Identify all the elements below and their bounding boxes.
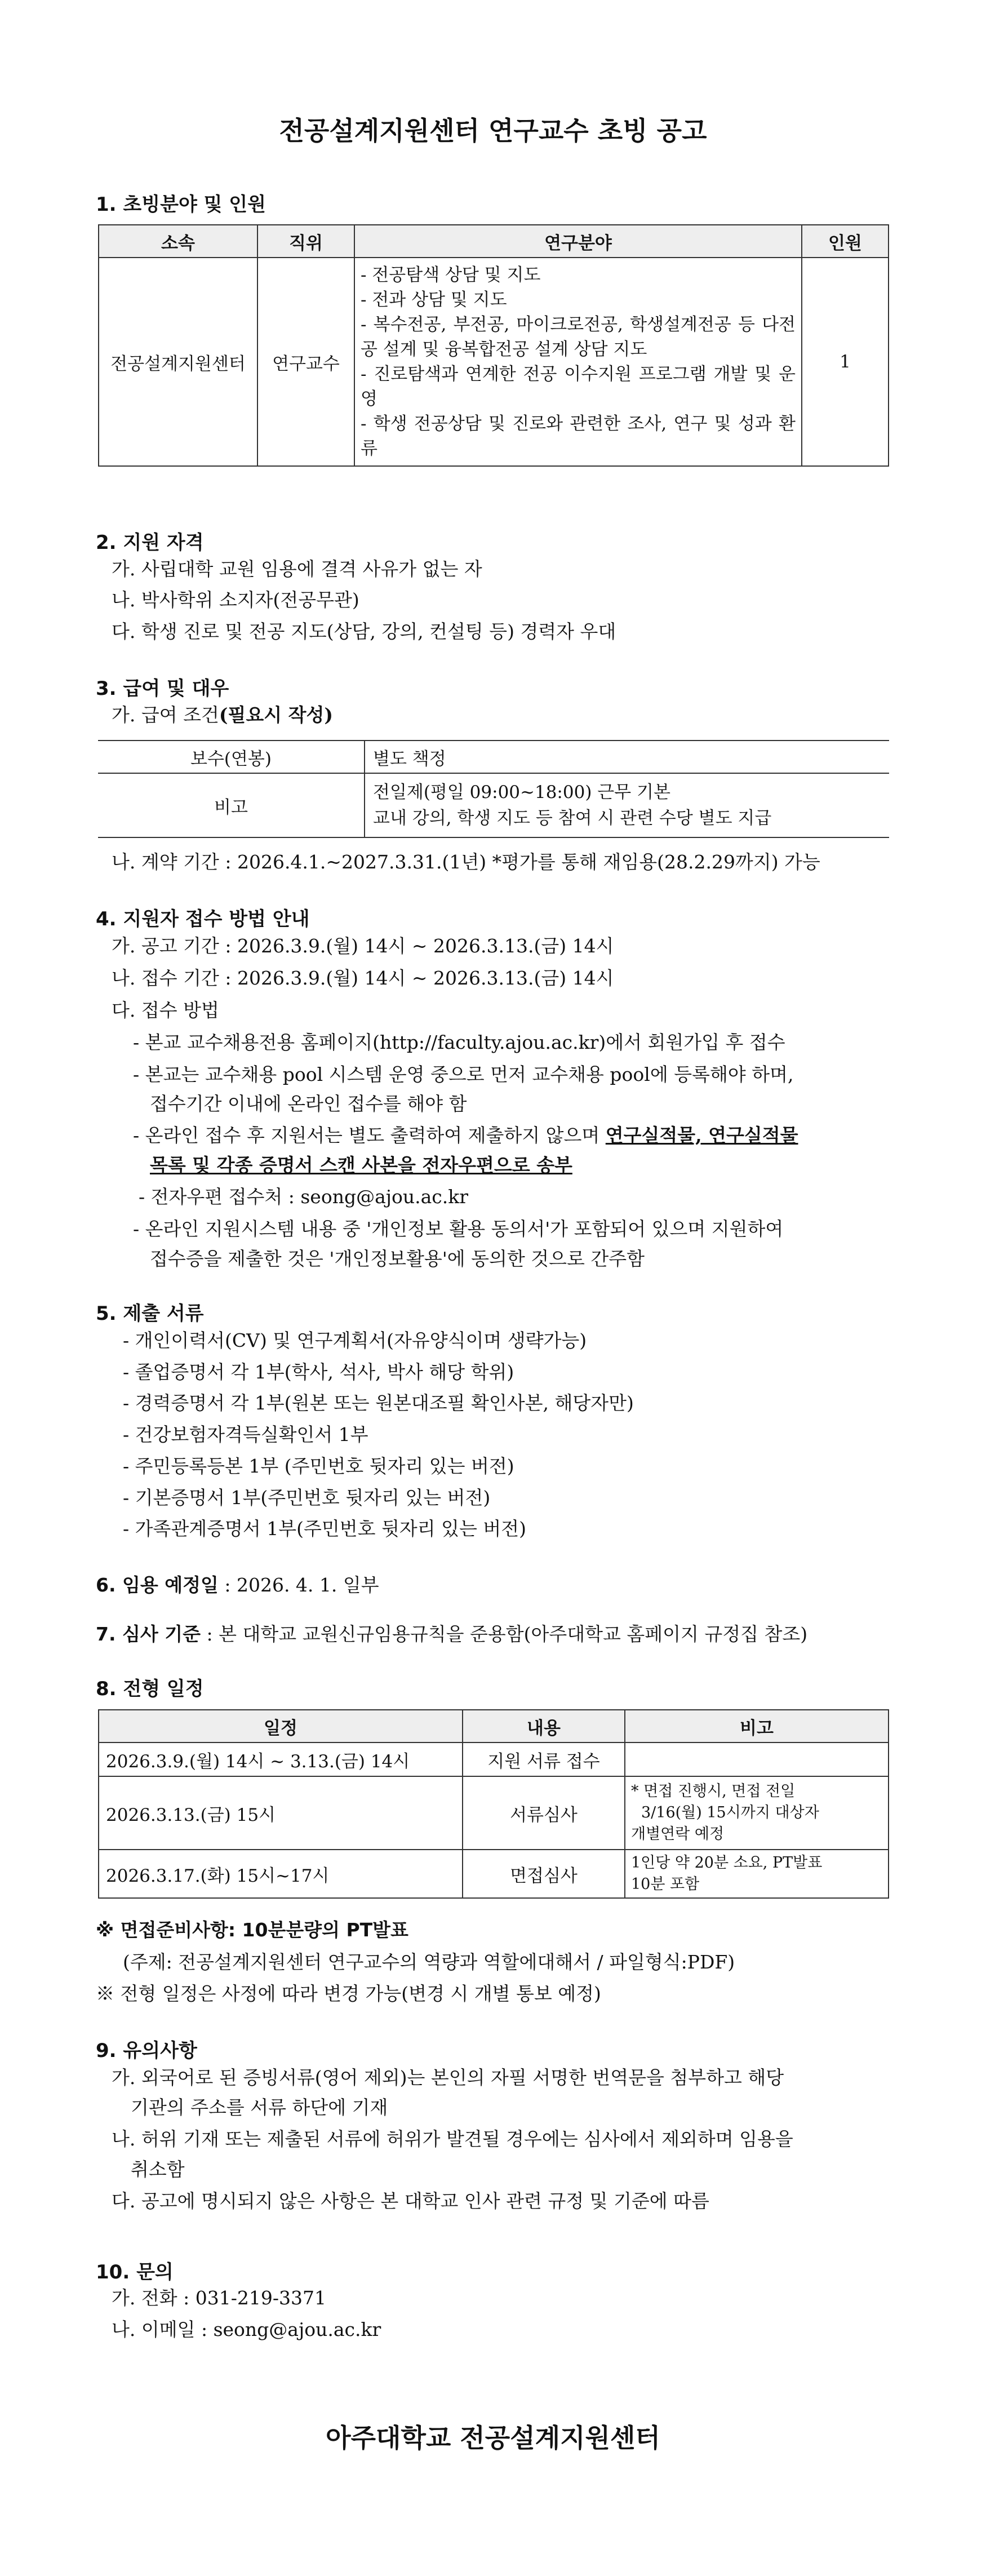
- method-item: - 온라인 지원시스템 내용 중 '개인정보 활용 동의서'가 포함되어 있으며 지원하여: [133, 1218, 784, 1240]
- section-9-heading: 9. 유의사항: [96, 2039, 197, 2062]
- note-line: 3/16(월) 15시까지 대상자: [641, 1804, 819, 1821]
- section-4-heading: 4. 지원자 접수 방법 안내: [96, 908, 310, 930]
- research-item: - 진로탐색과 연계한 전공 이수지원 프로그램 개발 및 운영: [361, 364, 796, 409]
- research-item: - 전과 상담 및 지도: [361, 290, 507, 310]
- section-7-heading: 7. 심사 기준: [96, 1623, 201, 1645]
- review-criteria: [96, 1622, 807, 1647]
- caution-item: 다. 공고에 명시되지 않은 사항은 본 대학교 인사 관련 규정 및 기준에 따름: [112, 2190, 709, 2212]
- pay-value-cell: 별도 책정: [365, 741, 889, 773]
- content-cell: 면접심사: [463, 1850, 625, 1898]
- appointment-date: [96, 1573, 379, 1598]
- note-cell: [625, 1743, 889, 1776]
- section-8-heading: 8. 전형 일정: [96, 1678, 204, 1700]
- recruit-field-table: [98, 224, 889, 467]
- table-header-row: [99, 1710, 889, 1743]
- schedule-table: [98, 1709, 889, 1899]
- method-item: - 본교 교수채용전용 홈페이지(http://faculty.ajou.ac.kr)에서 회원가입 후 접수: [133, 1031, 785, 1053]
- table-row: [99, 258, 889, 466]
- note-cell: [625, 1776, 889, 1850]
- qualification-item: 나. 박사학위 소지자(전공무관): [112, 589, 359, 611]
- header-position: 직위: [257, 225, 354, 258]
- notice-period: 가. 공고 기간 : 2026.3.9.(월) 14시 ~ 2026.3.13.(금) 14시: [112, 935, 614, 957]
- date-cell: 2026.3.13.(금) 15시: [99, 1776, 463, 1850]
- section-3-heading: 3. 급여 및 대우: [96, 677, 229, 700]
- page-title: 전공설계지원센터 연구교수 초빙 공고: [279, 116, 707, 146]
- content-cell: 서류심사: [463, 1776, 625, 1850]
- contact-phone: 가. 전화 : 031-219-3371: [112, 2287, 326, 2309]
- interview-prep: ※ 면접준비사항: 10분분량의 PT발표: [96, 1919, 408, 1941]
- issuer-name: 아주대학교 전공설계지원센터: [326, 2423, 660, 2453]
- method-item-cont: 접수증을 제출한 것은 '개인정보활용'에 동의한 것으로 간주함: [150, 1248, 645, 1270]
- document-item: - 개인이력서(CV) 및 연구계획서(자유양식이며 생략가능): [123, 1329, 587, 1351]
- note-line: 개별연락 예정: [631, 1825, 725, 1843]
- content-cell: 지원 서류 접수: [463, 1743, 625, 1776]
- note-line: 전일제(평일 09:00~18:00) 근무 기본: [373, 782, 670, 802]
- document-item: - 경력증명서 각 1부(원본 또는 원본대조필 확인사본, 해당자만): [123, 1392, 634, 1414]
- table-row: [99, 1776, 889, 1850]
- header-content: 내용: [463, 1710, 625, 1743]
- salary-table: [98, 740, 889, 838]
- section-10-heading: 10. 문의: [96, 2261, 174, 2284]
- email-submission: - 전자우편 접수처 : seong@ajou.ac.kr: [139, 1186, 469, 1208]
- document-item: - 졸업증명서 각 1부(학사, 석사, 박사 해당 학위): [123, 1361, 514, 1383]
- table-row: [99, 1743, 889, 1776]
- method-item: [133, 1123, 798, 1148]
- method-item-text: - 온라인 접수 후 지원서는 별도 출력하여 제출하지 않으며: [133, 1124, 606, 1146]
- salary-condition-line: [112, 703, 333, 728]
- contract-period: 나. 계약 기간 : 2026.4.1.~2027.3.31.(1년) *평가를 통해 재임용(28.2.29까지) 가능: [112, 851, 820, 873]
- appointment-date-value: : 2026. 4. 1. 일부: [218, 1574, 379, 1596]
- application-method-label: 다. 접수 방법: [112, 999, 219, 1021]
- header-count: 인원: [802, 225, 889, 258]
- note-label-cell: 비고: [98, 773, 365, 837]
- research-item: - 학생 전공상담 및 진로와 관련한 조사, 연구 및 성과 환류: [361, 414, 796, 459]
- document-item: - 가족관계증명서 1부(주민번호 뒷자리 있는 버전): [123, 1518, 527, 1540]
- section-1-heading: 1. 초빙분야 및 인원: [96, 193, 266, 216]
- dept-cell: 전공설계지원센터: [99, 258, 257, 466]
- date-cell: 2026.3.9.(월) 14시 ~ 3.13.(금) 14시: [99, 1743, 463, 1776]
- method-item-cont: 접수기간 이내에 온라인 접수를 해야 함: [150, 1093, 467, 1115]
- schedule-change-note: ※ 전형 일정은 사정에 따라 변경 가능(변경 시 개별 통보 예정): [96, 1983, 601, 2005]
- note-line: 교내 강의, 학생 지도 등 참여 시 관련 수당 별도 지급: [373, 808, 772, 828]
- section-6-heading: 6. 임용 예정일: [96, 1574, 219, 1596]
- table-row: [99, 1850, 889, 1898]
- salary-condition-label: 가. 급여 조건: [112, 704, 219, 726]
- research-item: - 전공탐색 상담 및 지도: [361, 265, 541, 285]
- pay-label-cell: 보수(연봉): [98, 741, 365, 773]
- note-value-cell: [365, 773, 889, 837]
- table-row: [98, 773, 889, 837]
- interview-prep-detail: (주제: 전공설계지원센터 연구교수의 역량과 역할에대해서 / 파일형식:PDF): [123, 1951, 735, 1973]
- document-item: - 기본증명서 1부(주민번호 뒷자리 있는 버전): [123, 1487, 491, 1509]
- research-item: - 복수전공, 부전공, 마이크로전공, 학생설계전공 등 다전공 설계 및 융복합전공 설계 상담 지도: [361, 314, 796, 360]
- header-date: 일정: [99, 1710, 463, 1743]
- research-cell: [354, 258, 802, 466]
- header-research: 연구분야: [354, 225, 802, 258]
- caution-item: 가. 외국어로 된 증빙서류(영어 제외)는 본인의 자필 서명한 번역문을 첨부하고 해당: [112, 2067, 784, 2089]
- header-dept: 소속: [99, 225, 257, 258]
- caution-item-cont: 기관의 주소를 서류 하단에 기재: [131, 2096, 388, 2118]
- section-2-heading: 2. 지원 자격: [96, 531, 204, 554]
- method-item-emphasis: 연구실적물, 연구실적물: [605, 1124, 798, 1146]
- document-item: - 건강보험자격득실확인서 1부: [123, 1424, 368, 1446]
- contact-email: 나. 이메일 : seong@ajou.ac.kr: [112, 2318, 381, 2340]
- position-cell: 연구교수: [257, 258, 354, 466]
- section-5-heading: 5. 제출 서류: [96, 1302, 204, 1325]
- caution-item: 나. 허위 기재 또는 제출된 서류에 허위가 발견될 경우에는 심사에서 제외하며 임용을: [112, 2128, 793, 2150]
- note-line: 10분 포함: [631, 1876, 700, 1893]
- document-item: - 주민등록등본 1부 (주민번호 뒷자리 있는 버전): [123, 1455, 514, 1477]
- note-line: 1인당 약 20분 소요, PT발표: [631, 1854, 823, 1872]
- method-item: - 본교는 교수채용 pool 시스템 운영 중으로 먼저 교수채용 pool에 등록해야 하며,: [133, 1063, 794, 1085]
- salary-condition-note: (필요시 작성): [219, 704, 333, 726]
- table-row: [98, 741, 889, 773]
- qualification-item: 가. 사립대학 교원 임용에 결격 사유가 없는 자: [112, 558, 482, 580]
- application-period: 나. 접수 기간 : 2026.3.9.(월) 14시 ~ 2026.3.13.(금) 14시: [112, 967, 614, 989]
- review-criteria-value: : 본 대학교 교원신규임용규칙을 준용함(아주대학교 홈페이지 규정집 참조): [201, 1623, 808, 1645]
- note-cell: [625, 1850, 889, 1898]
- table-header-row: [99, 225, 889, 258]
- note-line: * 면접 진행시, 면접 전일: [631, 1783, 796, 1800]
- caution-item-cont: 취소함: [131, 2158, 185, 2180]
- count-cell: 1: [802, 258, 889, 466]
- method-item-emphasis-cont: 목록 및 각종 증명서 스캔 사본을 전자우편으로 송부: [150, 1154, 572, 1176]
- header-note: 비고: [625, 1710, 889, 1743]
- qualification-item: 다. 학생 진로 및 전공 지도(상담, 강의, 컨설팅 등) 경력자 우대: [112, 620, 616, 642]
- date-cell: 2026.3.17.(화) 15시~17시: [99, 1850, 463, 1898]
